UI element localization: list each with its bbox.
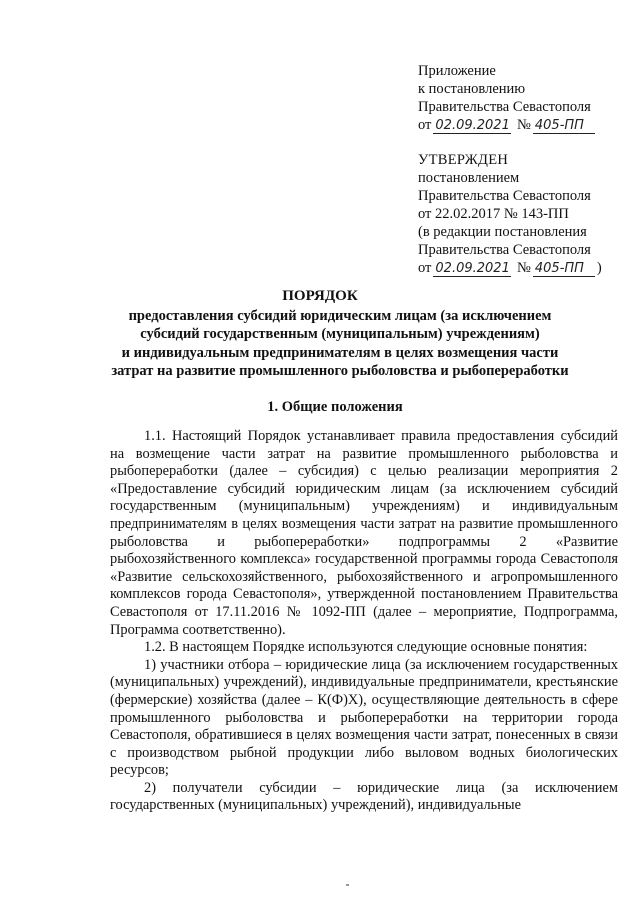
closing-paren: ) [596,260,602,276]
subtitle-line: предоставления субсидий юридическим лицам (за исключением [128,308,552,324]
body-text [110,428,618,815]
approval-date-line [418,259,633,277]
approval-line: Правительства Севастополя [418,188,591,204]
paragraph: 1.2. В настоящем Порядке используются следующие основные понятия: [144,639,588,656]
scan-speck [346,884,349,886]
appendix-line: Приложение [418,63,496,79]
appendix-date-line [418,116,633,134]
approval-line: Правительства Севастополя [418,242,591,258]
number-sign: № [517,260,531,276]
subtitle-line: затрат на развитие промышленного рыболовства и рыбопереработки [111,363,569,380]
approval-block [418,151,633,277]
appendix-block [418,62,633,134]
paragraph: 1) участники отбора – юридические лица (за исключением государственных (муниципальных) учреждений), индивидуальные предприниматели, крестьянские (фермерские) хозяйства (далее – К(Ф)Х), осуществляющие деятельность в сфере промышленного рыболовства и рыбопереработки на территории города Севастополя, обратившиеся в целях возмещения части затрат, понесенных в связи с производством рыбной продукции либо выловом водных биологических ресурсов; [110,656,618,779]
appendix-line: Правительства Севастополя [418,99,591,115]
handwritten-date: 02.09.2021 [435,118,510,133]
subtitle-line: субсидий государственным (муниципальным) учреждениям) [140,326,540,343]
appendix-line: к постановлению [418,81,526,97]
number-sign: № [517,117,531,133]
approval-line: от 22.02.2017 № 143-ПП [418,206,569,222]
handwritten-date: 02.09.2021 [435,261,510,276]
from-label: от [418,260,432,276]
document-subtitle [60,307,620,381]
handwritten-number: 405-ПП [533,119,595,134]
subtitle-line: и индивидуальным предпринимателям в целях возмещения части [121,344,559,361]
approval-line: постановлением [418,170,520,186]
document-title: ПОРЯДОК [282,288,358,304]
paragraph: 1.1. Настоящий Порядок устанавливает правила предоставления субсидий на возмещение части затрат на развитие промышленного рыболовства и рыбопереработки (далее – субсидия) с целью реализации мероприятия 2 «Предоставление субсидий юридическим лицам (за исключением субсидий государственным (муниципальным) учреждениям) и индивидуальным предпринимателям в целях возмещения части затрат на развитие промышленного рыболовства и рыбопереработки» подпрограммы 2 «Развитие рыбохозяйственного комплекса» государственной программы города Севастополя «Развитие сельскохозяйственного, рыбохозяйственного и агропромышленного комплексов города Севастополя», утвержденной постановлением Правительства Севастополя от 17.11.2016 № 1092-ПП (далее – мероприятие, Подпрограмма, Программа соответственно). [110,428,618,638]
handwritten-number: 405-ПП [533,262,595,277]
paragraph: 2) получатели субсидии – юридические лица (за исключением государственных (муниципальных) учреждений), индивидуальные [110,779,618,814]
from-label: от [418,117,432,133]
approval-title: УТВЕРЖДЕН [418,152,509,168]
approval-line: (в редакции постановления [418,224,587,240]
section-heading: 1. Общие положения [267,399,403,415]
